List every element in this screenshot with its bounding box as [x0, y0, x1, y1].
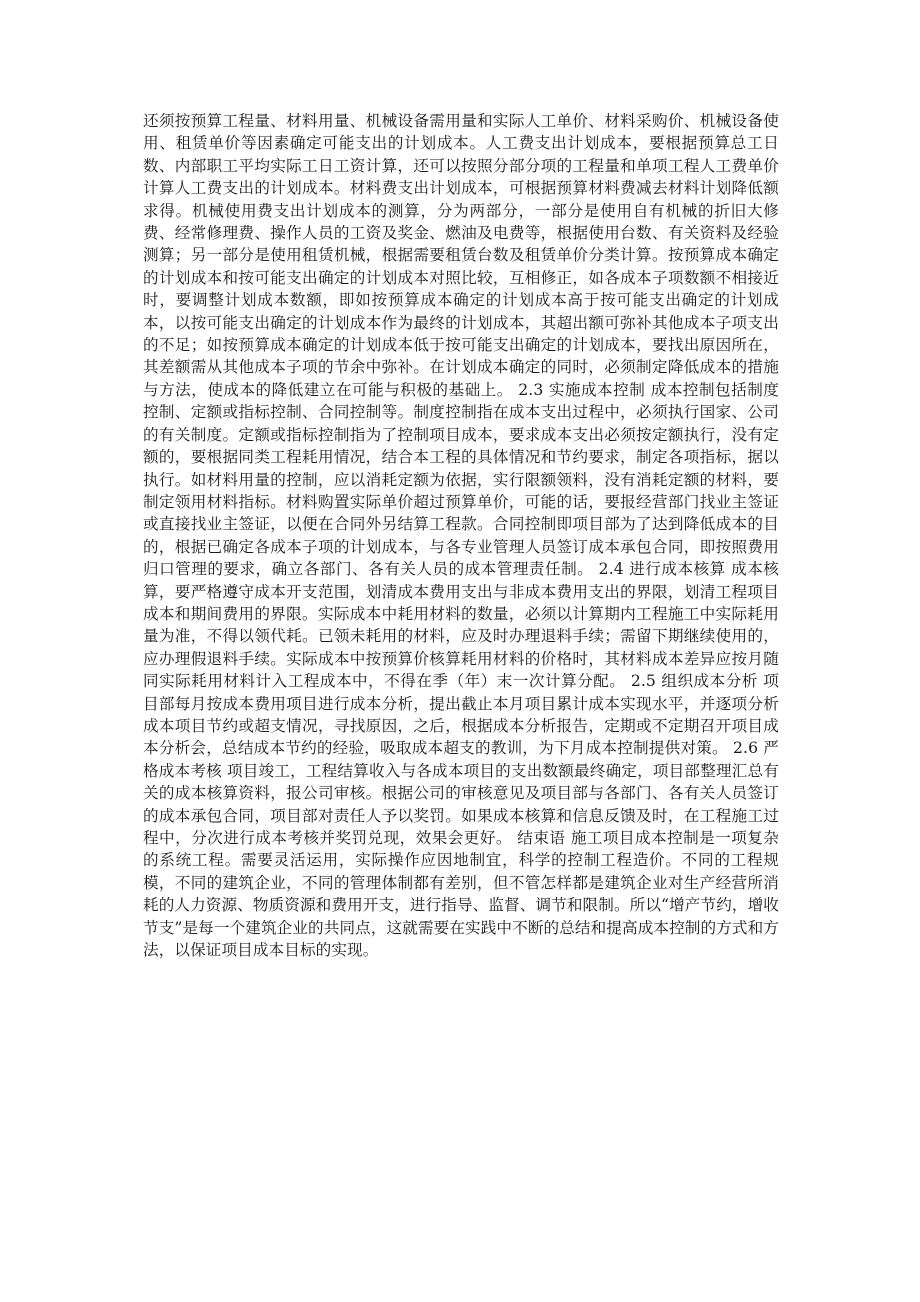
- body-paragraph: 还须按预算工程量、材料用量、机械设备需用量和实际人工单价、材料采购价、机械设备使用、租赁单价等因素确定可能支出的计划成本。人工费支出计划成本，要根据预算总工日数、内部职工平均实际工日工资计算，还可以按照分部分项的工程量和单项工程人工费单价计算人工费支出的计划成本。材料费支出计划成本，可根据预算材料费减去材料计划降低额求得。机械使用费支出计划成本的测算，分为两部分，一部分是使用自有机械的折旧大修费、经常修理费、操作人员的工资及奖金、燃油及电费等，根据使用台数、有关资料及经验测算；另一部分是使用租赁机械，根据需要租赁台数及租赁单价分类计算。按预算成本确定的计划成本和按可能支出确定的计划成本对照比较，互相修正，如各成本子项数额不相接近时，要调整计划成本数额，即如按预算成本确定的计划成本高于按可能支出确定的计划成本，以按可能支出确定的计划成本作为最终的计划成本，其超出额可弥补其他成本子项支出的不足；如按预算成本确定的计划成本低于按可能支出确定的计划成本，要找出原因所在，其差额需从其他成本子项的节余中弥补。在计划成本确定的同时，必须制定降低成本的措施与方法，使成本的降低建立在可能与积极的基础上。 2.3 实施成本控制 成本控制包括制度控制、定额或指标控制、合同控制等。制度控制指在成本支出过程中，必须执行国家、公司的有关制度。定额或指标控制指为了控制项目成本，要求成本支出必须按定额执行，没有定额的，要根据同类工程耗用情况，结合本工程的具体情况和节约要求，制定各项指标，据以执行。如材料用量的控制，应以消耗定额为依据，实行限额领料，没有消耗定额的材料，要制定领用材料指标。材料购置实际单价超过预算单价，可能的话，要报经营部门找业主签证或直接找业主签证，以便在合同外另结算工程款。合同控制即项目部为了达到降低成本的目的，根据已确定各成本子项的计划成本，与各专业管理人员签订成本承包合同，即按照费用归口管理的要求，确立各部门、各有关人员的成本管理责任制。 2.4 进行成本核算 成本核算，要严格遵守成本开支范围，划清成本费用支出与非成本费用支出的界限，划清工程项目成本和期间费用的界限。实际成本中耗用材料的数量，必须以计算期内工程施工中实际耗用量为准，不得以领代耗。已领未耗用的材料，应及时办理退料手续；需留下期继续使用的，应办理假退料手续。实际成本中按预算价核算耗用材料的价格时，其材料成本差异应按月随同实际耗用材料计入工程成本中，不得在季（年）末一次计算分配。 2.5 组织成本分析 项目部每月按成本费用项目进行成本分析，提出截止本月项目累计成本实现水平，并逐项分析成本项目节约或超支情况，寻找原因，之后，根据成本分析报告，定期或不定期召开项目成本分析会，总结成本节约的经验，吸取成本超支的教训，为下月成本控制提供对策。 2.6 严格成本考核 项目竣工，工程结算收入与各成本项目的支出数额最终确定，项目部整理汇总有关的成本核算资料，报公司审核。根据公司的审核意见及项目部与各部门、各有关人员签订的成本承包合同，项目部对责任人予以奖罚。如果成本核算和信息反馈及时，在工程施工过程中，分次进行成本考核并奖罚兑现，效果会更好。 结束语 施工项目成本控制是一项复杂的系统工程。需要灵活运用，实际操作应因地制宜，科学的控制工程造价。不同的工程规模，不同的建筑企业，不同的管理体制都有差别，但不管怎样都是建筑企业对生产经营所消耗的人力资源、物质资源和费用开支，进行指导、监督、调节和限制。所以“增产节约，增收节支”是每一个建筑企业的共同点，这就需要在实践中不断的总结和提高成本控制的方式和方法，以保证项目成本目标的实现。: [143, 112, 779, 960]
- document-body: [143, 110, 779, 961]
